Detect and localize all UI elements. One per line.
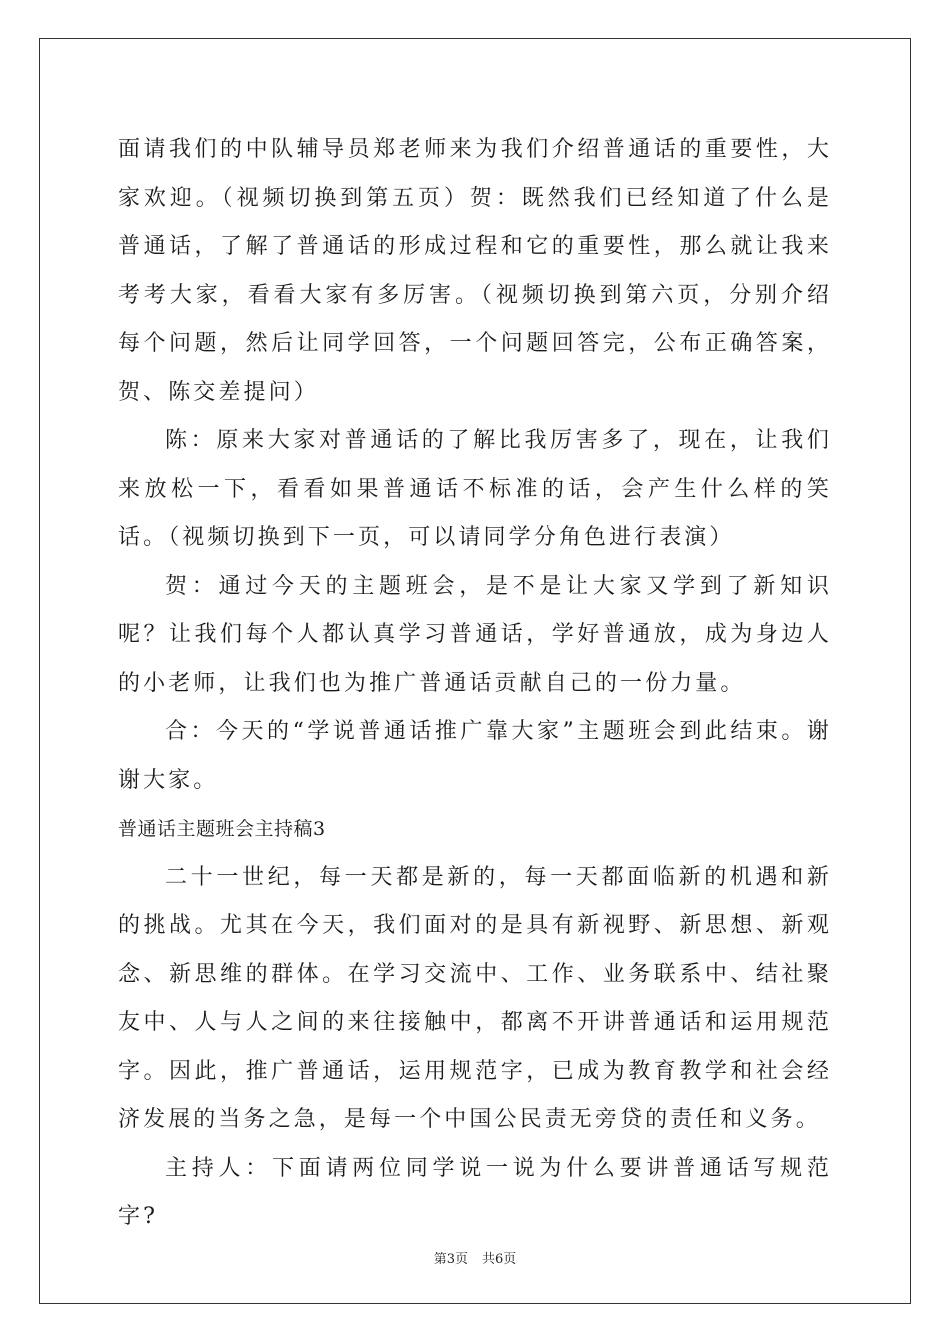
paragraph-host: 主持人：下面请两位同学说一说为什么要讲普通话写规范字? <box>118 1155 832 1229</box>
section-heading: 普通话主题班会主持稿3 <box>118 818 326 840</box>
paragraph-intro: 二十一世纪，每一天都是新的，每一天都面临新的机遇和新的挑战。尤其在今天，我们面对的是具有新视野、新思想、新观念、新思维的群体。在学习交流中、工作、业务联系中、结社聚友中、人与人之间的来往接触中，都离不开讲普通话和运用规范字。因此，推广普通话，运用规范字，已成为教育教学和社会经济发展的当务之急，是每一个中国公民责无旁贷的责任和义务。 <box>118 864 832 1132</box>
paragraph-closing: 合：今天的“学说普通话推广靠大家”主题班会到此结束。谢谢大家。 <box>118 719 832 793</box>
page-number: 第3页 <box>433 1252 468 1267</box>
page-footer <box>0 1248 950 1267</box>
paragraph-continuation: 面请我们的中队辅导员郑老师来为我们介绍普通话的重要性，大家欢迎。（视频切换到第五页）贺：既然我们已经知道了什么是普通话，了解了普通话的形成过程和它的重要性，那么就让我来考考大家，看看大家有多厉害。（视频切换到第六页，分别介绍每个问题，然后让同学回答，一个问题回答完，公布正确答案，贺、陈交差提问） <box>118 137 832 405</box>
paragraph-chen: 陈：原来大家对普通话的了解比我厉害多了，现在，让我们来放松一下，看看如果普通话不标准的话，会产生什么样的笑话。（视频切换到下一页，可以请同学分角色进行表演） <box>118 428 832 550</box>
paragraph-he: 贺：通过今天的主题班会，是不是让大家又学到了新知识呢？让我们每个人都认真学习普通话，学好普通放，成为身边人的小老师，让我们也为推广普通话贡献自己的一份力量。 <box>118 573 832 696</box>
document-body <box>118 126 832 1242</box>
page-total: 共6页 <box>482 1252 517 1267</box>
